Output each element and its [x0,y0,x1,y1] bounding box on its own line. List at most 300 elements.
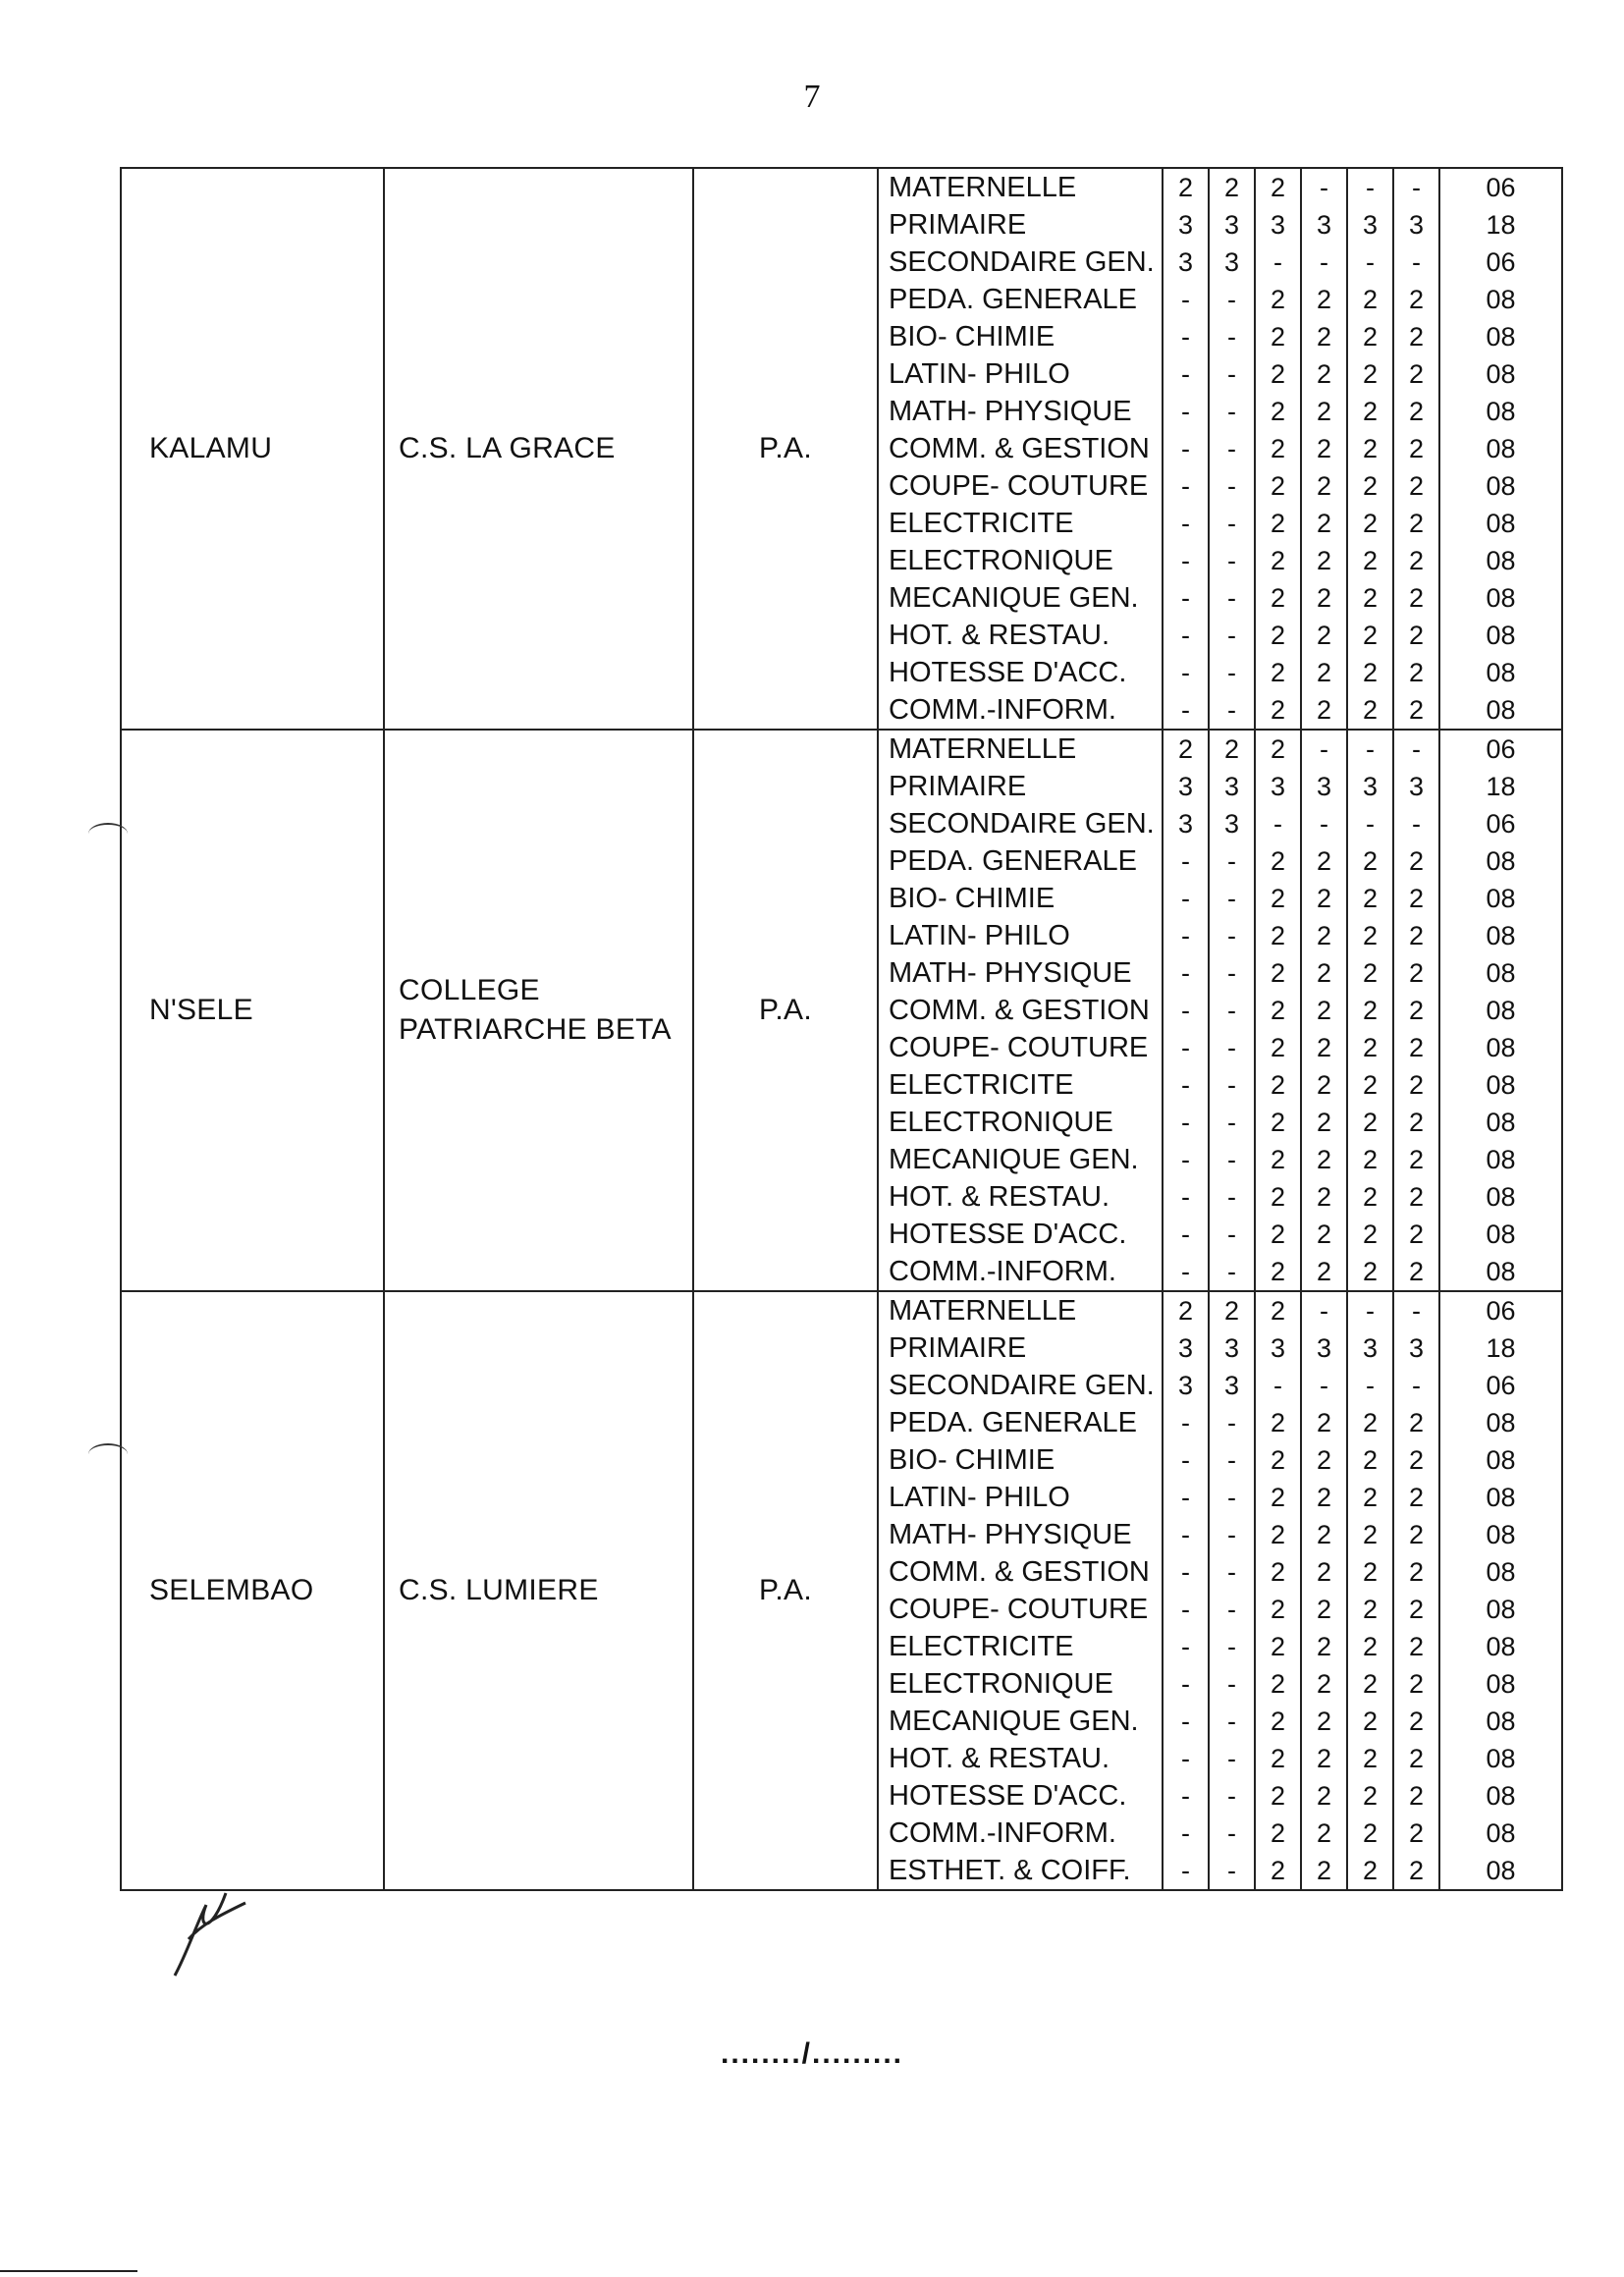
class-count-cell: 2 [1394,1815,1440,1852]
class-count-cell: 2 [1256,1029,1302,1066]
filiere-cell: ELECTRICITE [879,1066,1164,1104]
filiere-cell: COUPE- COUTURE [879,1029,1164,1066]
filiere-cell: ELECTRONIQUE [879,1104,1164,1141]
rows-block [877,731,1563,1290]
table-row [879,1591,1561,1628]
class-count-cell: 2 [1348,430,1394,467]
class-count-cell: 2 [1302,1404,1348,1441]
filiere-cell: MATERNELLE [879,1292,1164,1329]
filiere-cell: COMM. & GESTION [879,992,1164,1029]
class-count-cell: 2 [1302,1740,1348,1777]
total-cell: 08 [1486,957,1516,988]
class-count-cell: 2 [1348,467,1394,505]
filiere-cell: LATIN- PHILO [879,1479,1164,1516]
filiere-cell: HOTESSE D'ACC. [879,654,1164,691]
table-row [879,1553,1561,1591]
class-count-cell: - [1256,805,1302,842]
total-cell: 08 [1486,1706,1516,1736]
class-count-cell: - [1164,954,1210,992]
class-count-cell: 2 [1302,318,1348,355]
class-count-cell: 2 [1256,880,1302,917]
total-cell: 08 [1486,582,1516,613]
total-cell: 08 [1486,1256,1516,1286]
class-count-cell: 2 [1348,842,1394,880]
class-count-cell: - [1210,654,1256,691]
class-count-cell: - [1164,542,1210,579]
class-count-cell: 2 [1302,1441,1348,1479]
filiere-cell: MATERNELLE [879,169,1164,206]
class-count-cell: - [1164,467,1210,505]
table-row [879,1178,1561,1216]
filiere-cell: LATIN- PHILO [879,355,1164,393]
class-count-cell: 2 [1256,281,1302,318]
table-row [879,731,1561,768]
class-count-cell: 3 [1348,768,1394,805]
filiere-cell: COUPE- COUTURE [879,1591,1164,1628]
class-count-cell: - [1164,842,1210,880]
class-count-cell: 2 [1302,1029,1348,1066]
total-cell: 06 [1486,808,1516,839]
class-count-cell: 2 [1256,1777,1302,1815]
class-count-cell: - [1164,1178,1210,1216]
class-count-cell: 2 [1394,281,1440,318]
class-count-cell: - [1210,579,1256,617]
class-count-cell: 3 [1302,206,1348,244]
class-count-cell: - [1164,617,1210,654]
class-count-cell: 2 [1256,1815,1302,1852]
class-count-cell: 2 [1348,1029,1394,1066]
class-count-cell: 2 [1348,542,1394,579]
class-count-cell: 2 [1394,1441,1440,1479]
class-count-cell: 2 [1256,1104,1302,1141]
total-cell: 08 [1486,1069,1516,1100]
class-count-cell: - [1394,1367,1440,1404]
filiere-cell: HOT. & RESTAU. [879,617,1164,654]
class-count-cell: - [1164,1066,1210,1104]
page-number: 7 [803,79,821,115]
class-count-cell: - [1210,1441,1256,1479]
table-row [879,281,1561,318]
total-cell: 18 [1486,771,1516,801]
class-count-cell: 2 [1348,1216,1394,1253]
class-count-cell: - [1210,1665,1256,1703]
total-cell: 08 [1486,1482,1516,1512]
table-row [879,617,1561,654]
filiere-cell: ELECTRICITE [879,505,1164,542]
class-count-cell: 2 [1394,842,1440,880]
class-count-cell: 2 [1256,1628,1302,1665]
table-row [879,1404,1561,1441]
total-cell: 06 [1486,1295,1516,1326]
total-cell: 08 [1486,545,1516,575]
class-count-cell: - [1164,917,1210,954]
total-cell: 08 [1486,1407,1516,1437]
class-count-cell: 2 [1348,917,1394,954]
class-count-cell: - [1164,1628,1210,1665]
total-cell: 08 [1486,396,1516,426]
filiere-cell: LATIN- PHILO [879,917,1164,954]
filiere-cell: SECONDAIRE GEN. [879,1367,1164,1404]
class-count-cell: 2 [1302,579,1348,617]
class-count-cell: - [1394,805,1440,842]
table-row [879,1703,1561,1740]
table-row [879,1815,1561,1852]
table-row [879,1441,1561,1479]
class-count-cell: - [1164,1553,1210,1591]
class-count-cell: 2 [1256,1553,1302,1591]
total-cell: 08 [1486,883,1516,913]
class-count-cell: 2 [1394,1216,1440,1253]
class-count-cell: - [1210,505,1256,542]
filiere-cell: HOT. & RESTAU. [879,1740,1164,1777]
class-count-cell: 3 [1256,1329,1302,1367]
class-count-cell: 2 [1256,1441,1302,1479]
filiere-cell: BIO- CHIMIE [879,318,1164,355]
class-count-cell: 2 [1394,1029,1440,1066]
class-count-cell: - [1210,1141,1256,1178]
class-count-cell: - [1210,1104,1256,1141]
class-count-cell: 2 [1256,842,1302,880]
class-count-cell: - [1164,393,1210,430]
class-count-cell: 2 [1302,1479,1348,1516]
class-count-cell: - [1210,1066,1256,1104]
class-count-cell: 3 [1164,1329,1210,1367]
total-cell: 08 [1486,358,1516,389]
class-count-cell: - [1164,318,1210,355]
filiere-cell: COMM. & GESTION [879,430,1164,467]
class-count-cell: - [1394,731,1440,768]
class-count-cell: 2 [1348,579,1394,617]
class-count-cell: 2 [1348,617,1394,654]
class-count-cell: 2 [1302,691,1348,729]
class-count-cell: - [1302,731,1348,768]
class-count-cell: 2 [1394,1104,1440,1141]
class-count-cell: - [1302,1292,1348,1329]
class-count-cell: 2 [1256,318,1302,355]
table-row [879,1141,1561,1178]
class-count-cell: 2 [1256,1740,1302,1777]
total-cell: 08 [1486,1032,1516,1062]
class-count-cell: - [1164,880,1210,917]
class-count-cell: 2 [1348,355,1394,393]
class-count-cell: - [1302,1367,1348,1404]
filiere-cell: COMM.-INFORM. [879,1253,1164,1290]
commune-cell: SELEMBAO [120,1292,383,1889]
class-count-cell: 2 [1348,505,1394,542]
total-cell: 08 [1486,1743,1516,1773]
table-row [879,579,1561,617]
table-row [879,992,1561,1029]
total-cell: 18 [1486,209,1516,240]
filiere-cell: PRIMAIRE [879,768,1164,805]
class-count-cell: 2 [1394,1404,1440,1441]
class-count-cell: - [1348,169,1394,206]
class-count-cell: 2 [1348,992,1394,1029]
class-count-cell: 2 [1302,281,1348,318]
table-row [879,654,1561,691]
total-cell: 08 [1486,1181,1516,1212]
class-count-cell: - [1164,430,1210,467]
class-count-cell: 2 [1394,880,1440,917]
class-count-cell: 3 [1164,805,1210,842]
class-count-cell: - [1210,1852,1256,1889]
regime-cell: P.A. [692,169,877,729]
class-count-cell: 2 [1394,505,1440,542]
class-count-cell: 2 [1394,318,1440,355]
class-count-cell: 2 [1394,954,1440,992]
filiere-cell: COUPE- COUTURE [879,467,1164,505]
class-count-cell: 2 [1302,954,1348,992]
class-count-cell: - [1164,1852,1210,1889]
class-count-cell: 2 [1348,691,1394,729]
class-count-cell: - [1164,654,1210,691]
class-count-cell: 2 [1256,1178,1302,1216]
class-count-cell: - [1164,1029,1210,1066]
class-count-cell: 2 [1302,542,1348,579]
class-count-cell: 2 [1256,430,1302,467]
filiere-cell: PEDA. GENERALE [879,1404,1164,1441]
table-row [879,1852,1561,1889]
class-count-cell: 2 [1302,505,1348,542]
filiere-cell: SECONDAIRE GEN. [879,244,1164,281]
class-count-cell: 2 [1394,1516,1440,1553]
class-count-cell: 2 [1394,467,1440,505]
filiere-cell: MATH- PHYSIQUE [879,1516,1164,1553]
table-row [879,355,1561,393]
class-count-cell: 2 [1348,1253,1394,1290]
class-count-cell: - [1164,1404,1210,1441]
filiere-cell: BIO- CHIMIE [879,1441,1164,1479]
class-count-cell: - [1164,1479,1210,1516]
class-count-cell: - [1256,244,1302,281]
school-name: C.S. LA GRACE [399,432,616,464]
class-count-cell: - [1394,1292,1440,1329]
class-count-cell: 2 [1256,1216,1302,1253]
class-count-cell: 2 [1210,731,1256,768]
class-count-cell: 2 [1394,1852,1440,1889]
class-count-cell: 3 [1394,1329,1440,1367]
class-count-cell: 2 [1256,617,1302,654]
filiere-cell: MATH- PHYSIQUE [879,954,1164,992]
class-count-cell: 2 [1302,1777,1348,1815]
class-count-cell: - [1164,1253,1210,1290]
total-cell: 08 [1486,508,1516,538]
filiere-cell: COMM.-INFORM. [879,1815,1164,1852]
class-count-cell: - [1164,579,1210,617]
class-count-cell: 2 [1302,617,1348,654]
table-row [879,1066,1561,1104]
class-count-cell: 3 [1394,768,1440,805]
class-count-cell: - [1348,805,1394,842]
total-cell: 18 [1486,1332,1516,1363]
class-count-cell: - [1164,1141,1210,1178]
class-count-cell: 2 [1256,691,1302,729]
class-count-cell: 3 [1210,805,1256,842]
table-row [879,1367,1561,1404]
filiere-cell: MECANIQUE GEN. [879,1141,1164,1178]
table-row [879,954,1561,992]
table-row [879,1516,1561,1553]
table-row [879,206,1561,244]
class-count-cell: - [1210,1404,1256,1441]
filiere-cell: PEDA. GENERALE [879,281,1164,318]
total-cell: 08 [1486,1556,1516,1587]
filiere-cell: PEDA. GENERALE [879,842,1164,880]
school-cell [383,731,692,1290]
class-count-cell: 2 [1394,1553,1440,1591]
class-count-cell: 2 [1164,1292,1210,1329]
class-count-cell: - [1302,244,1348,281]
filiere-cell: PRIMAIRE [879,1329,1164,1367]
filiere-cell: MECANIQUE GEN. [879,1703,1164,1740]
class-count-cell: - [1210,1740,1256,1777]
school-name-line-2: PATRIARCHE BETA [399,1013,672,1046]
class-count-cell: - [1164,1777,1210,1815]
class-count-cell: 2 [1256,917,1302,954]
class-count-cell: 2 [1394,542,1440,579]
filiere-cell: ELECTRONIQUE [879,542,1164,579]
rows-block [877,1292,1563,1889]
class-count-cell: 2 [1348,1852,1394,1889]
class-count-cell: - [1348,731,1394,768]
class-count-cell: 2 [1256,731,1302,768]
class-count-cell: 2 [1256,1703,1302,1740]
class-count-cell: 3 [1210,1367,1256,1404]
total-cell: 08 [1486,1144,1516,1174]
class-count-cell: 2 [1394,430,1440,467]
class-count-cell: 2 [1302,355,1348,393]
class-count-cell: - [1256,1367,1302,1404]
class-count-cell: 2 [1256,579,1302,617]
class-count-cell: 2 [1302,1253,1348,1290]
total-cell: 08 [1486,321,1516,352]
class-count-cell: - [1210,992,1256,1029]
regime-cell: P.A. [692,731,877,1290]
class-count-cell: 2 [1394,1591,1440,1628]
table-row [879,768,1561,805]
class-count-cell: - [1164,1516,1210,1553]
class-count-cell: 3 [1256,206,1302,244]
table-row [879,805,1561,842]
class-count-cell: 3 [1256,768,1302,805]
total-cell: 06 [1486,733,1516,764]
table-row [879,691,1561,729]
table-row [879,1292,1561,1329]
class-count-cell: 2 [1348,1404,1394,1441]
table-row [879,1216,1561,1253]
class-count-cell: - [1210,1479,1256,1516]
total-cell: 08 [1486,1519,1516,1549]
class-count-cell: - [1164,281,1210,318]
class-count-cell: 2 [1348,318,1394,355]
class-count-cell: 2 [1302,1591,1348,1628]
schools-table [120,167,1563,1891]
class-count-cell: 2 [1394,1178,1440,1216]
class-count-cell: 2 [1348,1665,1394,1703]
total-cell: 08 [1486,1444,1516,1475]
class-count-cell: 3 [1348,1329,1394,1367]
class-count-cell: - [1164,1703,1210,1740]
class-count-cell: - [1210,1591,1256,1628]
total-cell: 08 [1486,1219,1516,1249]
table-row [879,1628,1561,1665]
class-count-cell: 2 [1256,1292,1302,1329]
class-count-cell: 3 [1210,1329,1256,1367]
filiere-cell: ESTHET. & COIFF. [879,1852,1164,1889]
total-cell: 06 [1486,172,1516,202]
class-count-cell: 2 [1348,1104,1394,1141]
class-count-cell: 2 [1256,393,1302,430]
filiere-cell: PRIMAIRE [879,206,1164,244]
class-count-cell: - [1210,542,1256,579]
table-row [879,1104,1561,1141]
class-count-cell: 2 [1394,654,1440,691]
total-cell: 08 [1486,995,1516,1025]
class-count-cell: - [1210,617,1256,654]
class-count-cell: 2 [1394,1740,1440,1777]
class-count-cell: 2 [1394,1703,1440,1740]
class-count-cell: 2 [1348,1441,1394,1479]
class-count-cell: 2 [1302,1665,1348,1703]
class-count-cell: 2 [1210,169,1256,206]
commune-cell: N'SELE [120,731,383,1290]
class-count-cell: - [1164,1591,1210,1628]
class-count-cell: - [1164,1815,1210,1852]
total-cell: 06 [1486,246,1516,277]
filiere-cell: MECANIQUE GEN. [879,579,1164,617]
total-cell: 08 [1486,920,1516,950]
table-row [879,1665,1561,1703]
class-count-cell: 2 [1302,1703,1348,1740]
filiere-cell: COMM.-INFORM. [879,691,1164,729]
class-count-cell: 2 [1256,1253,1302,1290]
class-count-cell: 3 [1210,244,1256,281]
class-count-cell: 2 [1302,1066,1348,1104]
class-count-cell: 2 [1256,1591,1302,1628]
class-count-cell: 2 [1302,1553,1348,1591]
class-count-cell: - [1302,805,1348,842]
class-count-cell: 2 [1348,281,1394,318]
class-count-cell: - [1210,1516,1256,1553]
class-count-cell: - [1210,281,1256,318]
class-count-cell: - [1164,1740,1210,1777]
class-count-cell: 2 [1302,1516,1348,1553]
class-count-cell: 2 [1394,1253,1440,1290]
class-count-cell: - [1210,917,1256,954]
total-cell: 08 [1486,1594,1516,1624]
class-count-cell: - [1348,244,1394,281]
class-count-cell: - [1164,992,1210,1029]
class-count-cell: 2 [1394,393,1440,430]
class-count-cell: 2 [1348,954,1394,992]
filiere-cell: HOTESSE D'ACC. [879,1216,1164,1253]
class-count-cell: 2 [1256,1141,1302,1178]
total-cell: 06 [1486,1370,1516,1400]
class-count-cell: 3 [1302,768,1348,805]
class-count-cell: - [1210,1253,1256,1290]
table-row [879,467,1561,505]
class-count-cell: 2 [1256,1665,1302,1703]
class-count-cell: - [1210,467,1256,505]
class-count-cell: 2 [1256,355,1302,393]
class-count-cell: 2 [1348,1066,1394,1104]
class-count-cell: - [1210,1777,1256,1815]
class-count-cell: 2 [1348,1178,1394,1216]
class-count-cell: - [1164,355,1210,393]
total-cell: 08 [1486,1780,1516,1811]
filiere-cell: MATERNELLE [879,731,1164,768]
total-cell: 08 [1486,1107,1516,1137]
